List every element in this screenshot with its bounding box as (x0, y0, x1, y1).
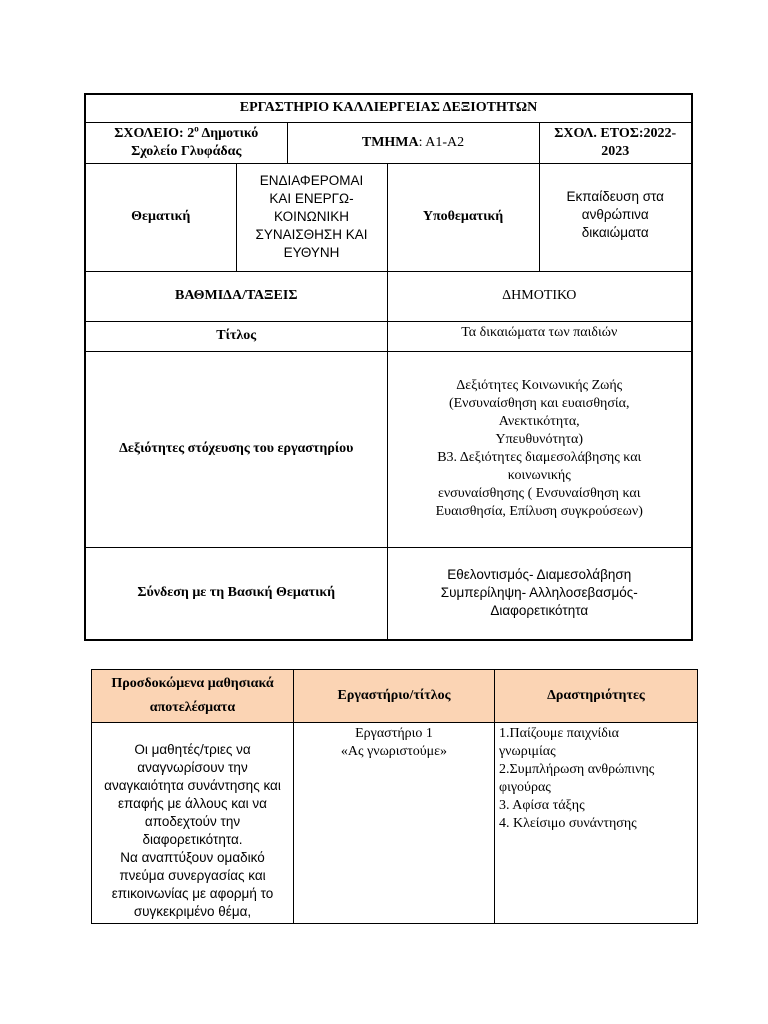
school-label-a: ΣΧΟΛΕΙΟ: 2 (114, 125, 195, 141)
grade-value: ΔΗΜΟΤΙΚΟ (387, 271, 692, 321)
outcomes-cell: Οι μαθητές/τριες να αναγνωρίσουν την αναγκαιότητα συνάντησης και επαφής με άλλους και να αποδεχτούν την διαφορετικότητα. Να αναπτύξουν ομαδικό πνεύμα συνεργασίας και επικοινωνίας με αφορμή το συγκεκριμένο θέμα, (92, 723, 294, 924)
title-label: Τίτλος (85, 321, 387, 351)
subthematic-value: Εκπαίδευση στα ανθρώπινα δικαιώματα (539, 163, 692, 271)
school-label-b: Δημοτικό Σχολείο Γλυφάδας (131, 125, 259, 159)
thematic-label: Θεματική (85, 163, 236, 271)
skills-value: Δεξιότητες Κοινωνικής Ζωής (Ενσυναίσθηση και ευαισθησία, Ανεκτικότητα, Υπευθυνότητα) Β3. Δεξιότητες διαμεσολάβησης και κοινωνικής ενσυναίσθησης ( Ενσυναίσθηση και Ευαισθησία, Επίλυση συγκρούσεων) (387, 351, 692, 547)
school-year: ΣΧΟΛ. ΕΤΟΣ:2022-2023 (539, 122, 692, 163)
subthematic-label: Υποθεματική (387, 163, 539, 271)
workshop-info-table (84, 93, 693, 641)
school-sup: ο (194, 122, 199, 133)
header-workshop: Εργαστήριο/τίτλος (294, 670, 495, 723)
class-cell (287, 122, 539, 163)
school-cell (85, 122, 287, 163)
grade-label: ΒΑΘΜΙΔΑ/ΤΑΞΕΙΣ (85, 271, 387, 321)
title-value: Τα δικαιώματα των παιδιών (387, 321, 692, 351)
header-activities: Δραστηριότητες (495, 670, 698, 723)
document-title: ΕΡΓΑΣΤΗΡΙΟ ΚΑΛΛΙΕΡΓΕΙΑΣ ΔΕΞΙΟΤΗΤΩΝ (85, 94, 692, 122)
header-outcomes: Προσδοκώμενα μαθησιακά αποτελέσματα (92, 670, 294, 723)
workshop-cell: Εργαστήριο 1 «Ας γνωριστούμε» (294, 723, 495, 924)
learning-outcomes-table (91, 669, 698, 924)
link-label: Σύνδεση με τη Βασική Θεματική (85, 547, 387, 640)
skills-label: Δεξιότητες στόχευσης του εργαστηρίου (85, 351, 387, 547)
link-value: Εθελοντισμός- Διαμεσολάβηση Συμπερίληψη- Αλληλοσεβασμός- Διαφορετικότητα (387, 547, 692, 640)
class-value: : Α1-Α2 (418, 134, 465, 150)
activities-cell: 1.Παίζουμε παιχνίδια γνωριμίας 2.Συμπλήρωση ανθρώπινης φιγούρας 3. Αφίσα τάξης 4. Κλείσιμο συνάντησης (495, 723, 698, 924)
thematic-value: ΕΝΔΙΑΦΕΡΟΜΑΙ ΚΑΙ ΕΝΕΡΓΩ- ΚΟΙΝΩΝΙΚΗ ΣΥΝΑΙΣΘΗΣΗ ΚΑΙ ΕΥΘΥΝΗ (236, 163, 387, 271)
class-label: ΤΜΗΜΑ (361, 134, 419, 150)
